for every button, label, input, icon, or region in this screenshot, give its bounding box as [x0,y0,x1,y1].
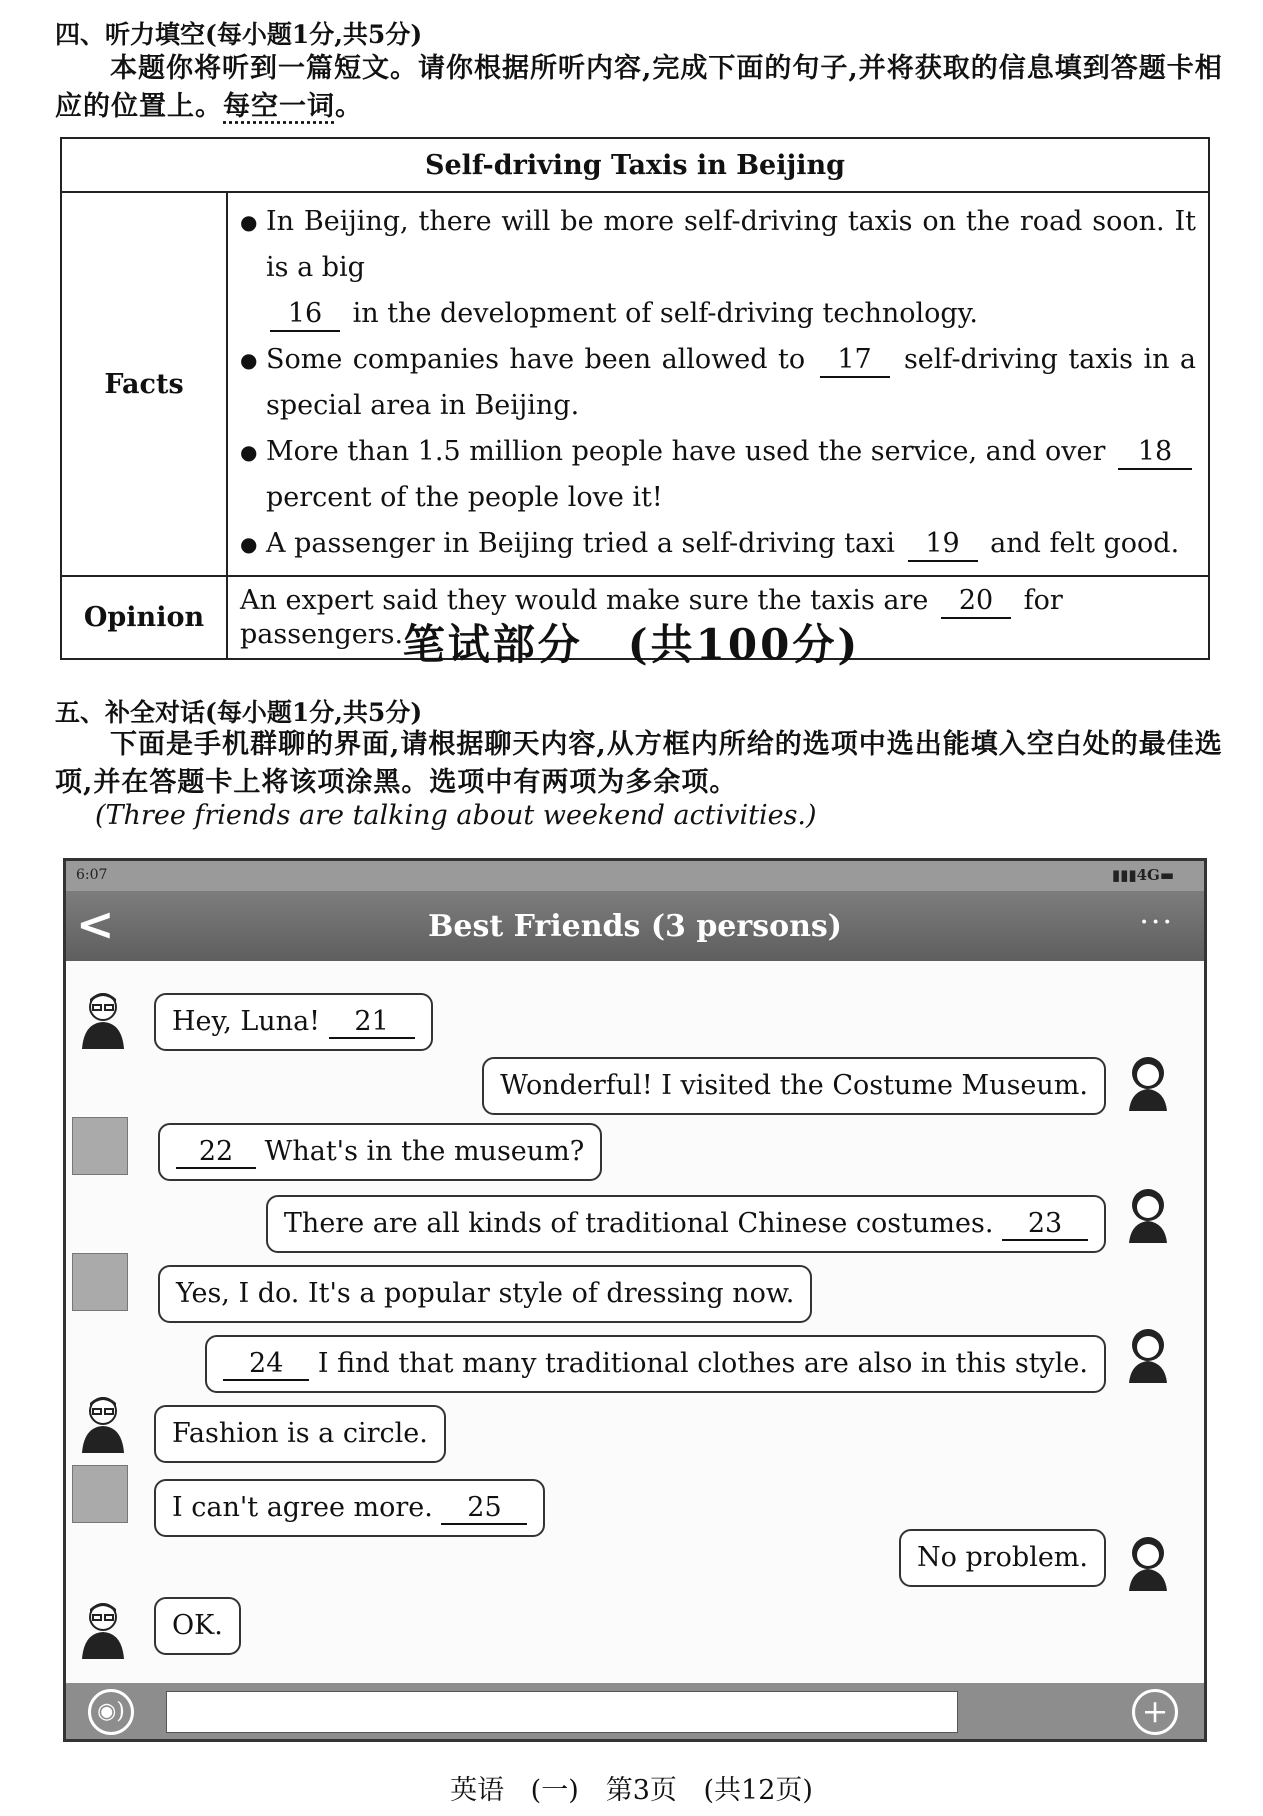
context-note: (Three friends are talking about weekend activities.) [95,800,817,831]
fact-item: ● In Beijing, there will be more self-driving taxis on the road soon. It is a big 16 in the development of self-driving technology. [240,199,1196,337]
page-footer: 英语 (一) 第3页 (共12页) [450,1775,813,1806]
chat-message: There are all kinds of traditional Chinese costumes. 23 [266,1195,1106,1253]
section-5-title: 五、补全对话(每小题1分,共5分) [55,698,423,727]
plus-icon[interactable]: + [1132,1689,1178,1735]
signal-battery-icon: ▮▮▮4G▬ [1111,866,1174,884]
avatar-child-photo [72,1117,126,1177]
chat-message: Yes, I do. It's a popular style of dressing now. [158,1265,812,1323]
chat-message: 22 What's in the museum? [158,1123,602,1181]
table-header: Self-driving Taxis in Beijing [61,138,1209,192]
fact-item: ● Some companies have been allowed to 17 self-driving taxis in a special area in Beijing. [240,337,1196,429]
section-4-title: 四、听力填空(每小题1分,共5分) [55,20,423,49]
written-section-title: 笔试部分 (共100分) [402,620,861,669]
answer-blank: 22 [176,1137,256,1169]
section-4-instructions: 本题你将听到一篇短文。请你根据所听内容,完成下面的句子,并将获取的信息填到答题卡相应的位置上。每空一词。 [55,53,1223,122]
chat-message: OK. [154,1597,241,1655]
avatar-girl [1121,1323,1175,1383]
chat-title-bar [66,891,1204,961]
answer-blank: 16 [270,298,340,332]
voice-icon[interactable]: ◉) [88,1689,134,1735]
chat-screen [63,858,1207,1742]
answer-blank: 17 [820,344,890,378]
message-input[interactable] [166,1691,958,1733]
chat-title: Best Friends (3 persons) [428,909,842,944]
answer-blank: 20 [941,585,1011,619]
emphasis-text: 每空一词 [223,91,335,122]
fact-item: ● A passenger in Beijing tried a self-driving taxi 19 and felt good. [240,521,1196,567]
chat-message: Fashion is a circle. [154,1405,446,1463]
answer-blank: 21 [329,1007,415,1039]
listening-table [60,137,1210,660]
answer-blank: 25 [441,1493,527,1525]
chat-message: I can't agree more. 25 [154,1479,545,1537]
fact-item: ● More than 1.5 million people have used the service, and over 18 percent of the people love it! [240,429,1196,521]
avatar-child-photo [72,1465,126,1525]
avatar-girl [1121,1183,1175,1243]
chat-message: 24 I find that many traditional clothes are also in this style. [205,1335,1106,1393]
avatar-boy-glasses [76,989,130,1049]
answer-blank: 23 [1002,1209,1088,1241]
chat-message: Wonderful! I visited the Costume Museum. [482,1057,1106,1115]
more-options-icon[interactable]: ··· [1139,905,1174,940]
chat-message: No problem. [899,1529,1106,1587]
answer-blank: 19 [908,528,978,562]
answer-blank: 24 [223,1349,309,1381]
chat-input-bar [66,1683,1204,1739]
back-arrow-icon[interactable]: < [76,897,115,951]
avatar-boy-glasses [76,1599,130,1659]
section-5-instructions: 下面是手机群聊的界面,请根据聊天内容,从方框内所给的选项中选出能填入空白处的最佳选项,并在答题卡上将该项涂黑。选项中有两项为多余项。 [55,729,1223,798]
status-time: 6:07 [76,867,108,883]
status-bar [66,861,1204,891]
opinion-label: Opinion [61,576,227,659]
chat-message: Hey, Luna! 21 [154,993,433,1051]
avatar-girl [1121,1051,1175,1111]
avatar-boy-glasses [76,1393,130,1453]
facts-cell [227,192,1209,576]
answer-blank: 18 [1118,436,1192,470]
opinion-cell: An expert said they would make sure the taxis are 20 for passengers. [227,576,1209,659]
avatar-girl [1121,1531,1175,1591]
facts-label: Facts [61,192,227,576]
avatar-child-photo [72,1253,126,1313]
